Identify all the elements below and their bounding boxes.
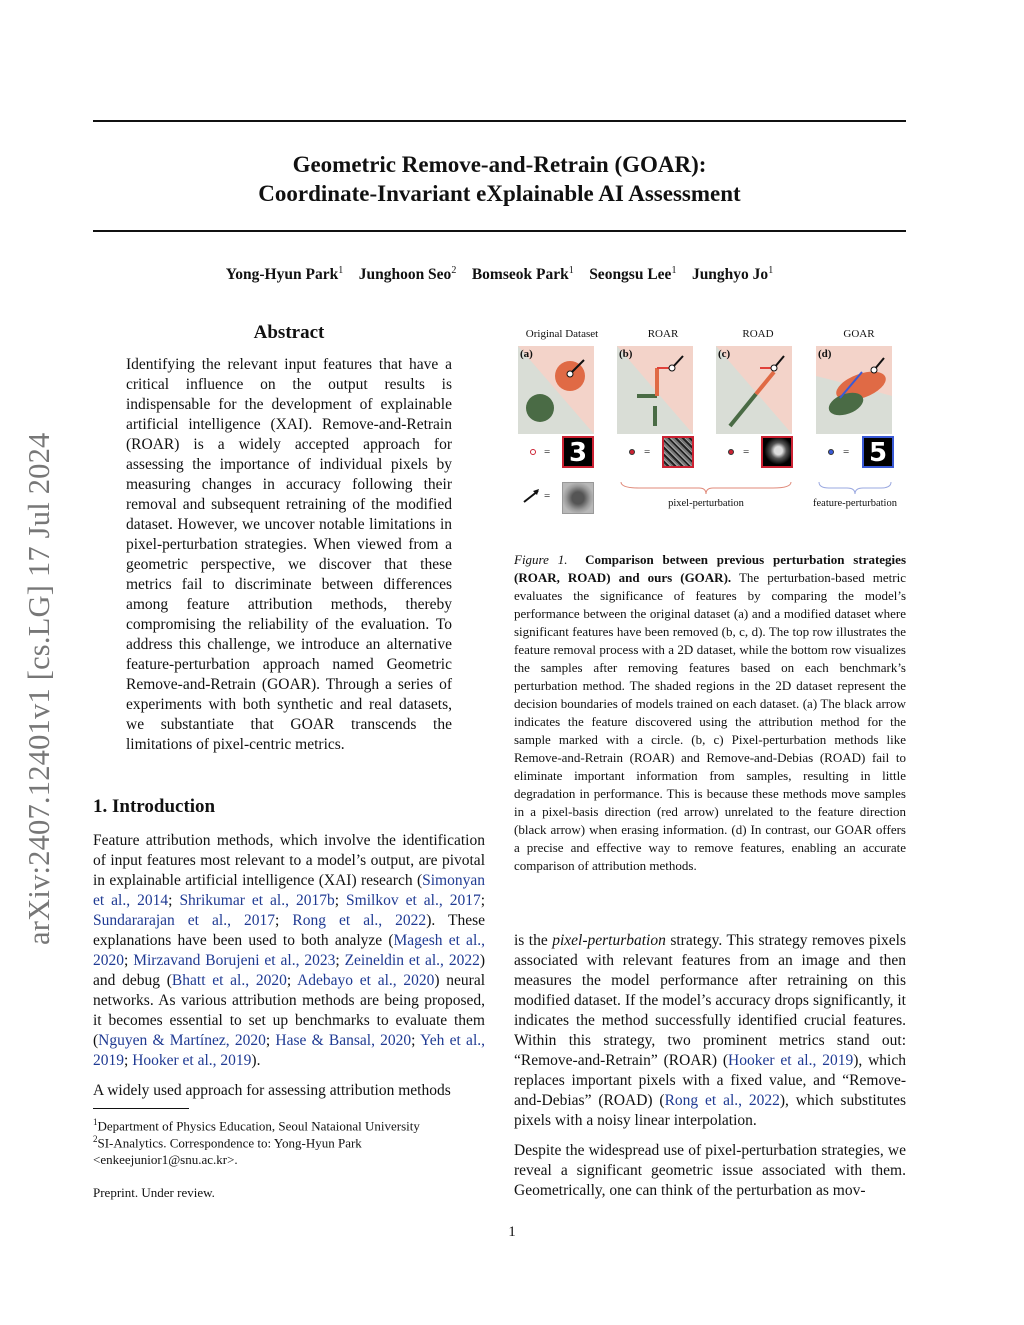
author-name: Junghoon Seo <box>358 266 452 284</box>
citation-link[interactable]: Hooker et al., 2019 <box>728 1052 854 1069</box>
column-label-road: ROAD <box>742 328 774 340</box>
emphasis: pixel-perturbation <box>552 932 666 949</box>
footnote-1: $^1$Department of Physics Education, Seoul Nataional University <box>93 1117 420 1134</box>
panel-c-road <box>716 346 792 434</box>
equals-sign: = <box>644 446 651 458</box>
text-run: ). These explanations have been used to both analyze ( <box>93 912 485 949</box>
footnote-text: SI-Analytics. Correspondence to: Yong-Hyun Park <enkeejunior1@snu.ac.kr>. <box>93 1135 362 1168</box>
author-name: Yong-Hyun Park <box>225 266 339 284</box>
mnist-digit-roar <box>662 436 694 468</box>
mnist-digit-original <box>562 436 594 468</box>
brace-feature-perturbation <box>817 480 893 496</box>
caption-bold: Comparison between previous perturbation strategies (ROAR, ROAD) and ours (GOAR). <box>514 552 906 585</box>
feature-direction-image <box>562 482 594 514</box>
arxiv-identifier: arXiv:2407.12401v1 [cs.LG] 17 Jul 2024 <box>22 432 56 945</box>
text-run: ) and debug ( <box>93 952 485 989</box>
mnist-digit-road <box>761 436 793 468</box>
author-affiliation: 1 <box>568 265 574 276</box>
author-name: Bomseok Park <box>471 266 569 284</box>
mnist-digit-goar <box>862 436 894 468</box>
citation-link[interactable]: Smilkov et al., 2017 <box>346 892 481 909</box>
author-name: Seongsu Lee <box>589 266 672 284</box>
panel-b-roar <box>617 346 693 434</box>
author-affiliation: 1 <box>338 265 344 276</box>
citation-link[interactable]: Simonyan et al., 2014 <box>93 872 485 909</box>
citation-link[interactable]: Sundararajan et al., 2017 <box>93 912 276 929</box>
text-run: ). <box>251 1052 261 1069</box>
author-affiliation: 2 <box>451 265 457 276</box>
panel-label: (d) <box>818 348 832 360</box>
intro-paragraph-2: A widely used approach for assessing attribution methods <box>93 1082 451 1099</box>
panel-label: (c) <box>718 348 731 360</box>
text-run: is the <box>514 932 553 949</box>
citation-link[interactable]: Magesh et al., 2020 <box>93 932 485 969</box>
text-run: strategy. This strategy removes pixels associated with relevant features from an image and then measures the model performance after retraining on this modified dataset. If the model’s accuracy drops significantly, it indicates the method successfully identified crucial features. Within this strategy, two prominent metrics stand out: “Remove-and-Retrain” (ROAR) ( <box>514 932 906 1069</box>
top-rule <box>93 120 906 122</box>
column-label-goar: GOAR <box>843 328 875 340</box>
citation-link[interactable]: Zeineldin et al., 2022 <box>344 952 480 969</box>
abstract-heading: Abstract <box>253 322 325 343</box>
figure-1 <box>514 322 906 522</box>
equals-sign: = <box>843 446 850 458</box>
bottom-title-rule <box>93 230 906 232</box>
digit-glyph: 5 <box>868 438 888 468</box>
citation-link[interactable]: Rong et al., 2022 <box>664 1092 780 1109</box>
footnote-2: $^2$SI-Analytics. Correspondence to: Yong-Hyun Park <enkeejunior1@snu.ac.kr>. <box>93 1134 362 1168</box>
citation-link[interactable]: Nguyen & Martínez, 2020 <box>98 1032 266 1049</box>
citation-link[interactable]: Adebayo et al., 2020 <box>297 972 435 989</box>
column-label-roar: ROAR <box>647 328 679 340</box>
caption-label: Figure 1. <box>514 552 568 567</box>
citation-link[interactable]: Bhatt et al., 2020 <box>171 972 287 989</box>
right-paragraph-1 <box>514 931 906 1131</box>
panel-label: (b) <box>619 348 633 360</box>
author-affiliation: 1 <box>671 265 677 276</box>
text-run: ), which replaces important pixels with a fixed value, and “Remove-and-Debias” (ROAD) ( <box>514 1052 906 1109</box>
author-affiliation: 1 <box>768 265 774 276</box>
right-paragraph-2: Despite the widespread use of pixel-perturbation strategies, we reveal a significant geometric issue associated with them. Geometrically, one can think of the perturbation as mov- <box>514 1142 906 1199</box>
citation-link[interactable]: Mirzavand Borujeni et al., 2023 <box>133 952 336 969</box>
arxiv-sidebar <box>22 375 62 945</box>
digit-glyph: 3 <box>568 438 588 468</box>
page-number: 1 <box>508 1224 516 1240</box>
sample-circle-marker <box>828 449 834 455</box>
author-list <box>93 265 906 284</box>
panel-d-goar <box>816 346 892 434</box>
abstract-body: Identifying the relevant input features that have a critical influence on the output results is indispensable for the development of explainable artificial intelligence (XAI). Remove-and-Retrain (ROAR) is a widely accepted approach for assessing the importance of individual pixels by measuring changes in accuracy following their removal and subsequent retraining of the modified dataset. However, we uncover notable limitations in pixel-perturbation strategies. When viewed from a geometric perspective, we discover that these metrics fail to discriminate between differences among feature attribution methods, thereby compromising the reliability of the evaluation. To address this challenge, we introduce an alternative feature-perturbation approach named Geometric Remove-and-Retrain (GOAR). Through a series of experiments with both synthetic and real datasets, we substantiate that GOAR transcends the limitations of pixel-centric metrics. <box>126 356 452 753</box>
paper-title-line-1: Geometric Remove-and-Retrain (GOAR): <box>292 152 707 177</box>
citation-link[interactable]: Hooker et al., 2019 <box>132 1052 252 1069</box>
sample-circle-marker <box>629 449 635 455</box>
intro-paragraph-1: Feature attribution methods, which involve the identification of input features most relevant to a model’s output, are pivotal in explainable artificial intelligence (XAI) research (Simonyan et al., 2014; Shrikumar et al., 2017b; Smilkov et al., 2017; Sundararajan et al., 2017; Rong et al., 2022). These explanations have been used to both analyze (Magesh et al., 2020; Mirzavand Borujeni et al., 2023; Zeineldin et al., 2022) and debug (Bhatt et al., 2020; Adebayo et al., 2020) neural networks. As various attribution methods are being proposed, it becomes essential to set up benchmarks to evaluate them (Nguyen & Martínez, 2020; Hase & Bansal, 2020; Yeh et al., 2019; Hooker et al., 2019). <box>93 832 486 1069</box>
brace-pixel-perturbation <box>619 480 793 496</box>
paper-title-line-2: Coordinate-Invariant eXplainable AI Assessment <box>258 181 741 206</box>
caption-text: The perturbation-based metric evaluates the significance of features by comparing the model’s performance between the original dataset (a) and a modified dataset where significant features have been removed (b, c, d). The top row illustrates the feature removal process with a 2D dataset, while the bottom row visualizes the samples after removing features based on each benchmark’s perturbation method. The shaded regions in the 2D dataset represent the decision boundaries of models trained on each dataset. (a) The black arrow indicates the feature discovered using the attribution method for the sample marked with a circle. (b, c) Pixel-perturbation methods like Remove-and-Retrain (ROAR) and Remove-and-Debias (ROAD) fail to eliminate important information from samples, resulting in little degradation in performance. This is because these methods move samples in a pixel-basis direction (red arrow) unrelated to the feature direction (black arrow) when erasing information. (d) In contrast, our GOAR offers a precise and effective way to remove features, enabling an accurate comparison of attribution methods. <box>514 570 906 873</box>
citation-link[interactable]: Rong et al., 2022 <box>292 912 427 929</box>
equals-sign: = <box>544 490 551 502</box>
citation-link[interactable]: Shrikumar et al., 2017b <box>179 892 335 909</box>
text-run: ), which substitutes pixels with a noisy linear interpolation. <box>514 1092 906 1129</box>
column-label-original: Original Dataset <box>525 328 599 340</box>
label-pixel-perturbation: pixel-perturbation <box>668 498 744 509</box>
panel-a-original <box>518 346 594 434</box>
figure-1-caption <box>514 551 906 875</box>
equals-sign: = <box>743 446 750 458</box>
author-name: Junghyo Jo <box>691 266 769 284</box>
equals-sign: = <box>544 446 551 458</box>
feature-arrow-icon <box>522 488 542 504</box>
citation-link[interactable]: Hase & Bansal, 2020 <box>275 1032 412 1049</box>
footnote-rule <box>93 1108 189 1109</box>
preprint-note: Preprint. Under review. <box>93 1185 215 1200</box>
section-heading-introduction: 1. Introduction <box>93 796 216 817</box>
sample-circle-marker <box>530 449 536 455</box>
text-run: Feature attribution methods, which involve the identification of input features most relevant to a model’s output, are pivotal in explainable artificial intelligence (XAI) research ( <box>93 832 485 889</box>
text-run: ) neural networks. As various attribution methods are being proposed, it becomes essential to set up benchmarks to evaluate them ( <box>93 972 486 1049</box>
citation-link[interactable]: Yeh et al., 2019 <box>93 1032 485 1069</box>
label-feature-perturbation: feature-perturbation <box>813 498 897 509</box>
panel-label: (a) <box>520 348 533 360</box>
footnote-text: Department of Physics Education, Seoul Nataional University <box>97 1118 420 1134</box>
sample-circle-marker <box>728 449 734 455</box>
